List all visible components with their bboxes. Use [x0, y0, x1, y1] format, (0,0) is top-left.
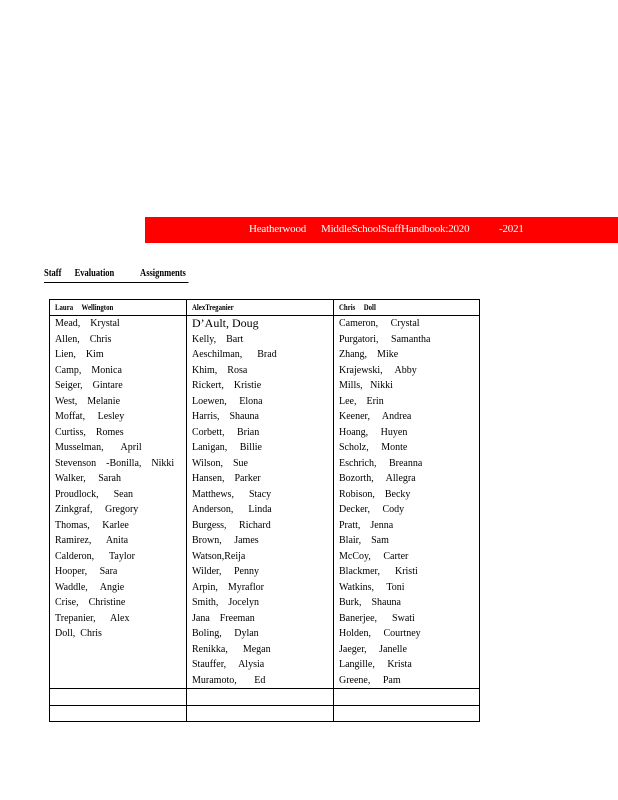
table-cell: Thomas, Karlee [50, 518, 187, 534]
table-cell: Walker, Sarah [50, 471, 187, 487]
table-cell: Mead, Krystal [50, 316, 187, 332]
table-cell: Hoang, Huyen [334, 425, 480, 441]
table-row [50, 689, 480, 706]
table-cell [50, 673, 187, 689]
table-cell: Jana Freeman [187, 611, 334, 627]
table-cell: Watson,Reija [187, 549, 334, 565]
banner-school: Heatherwood [249, 223, 307, 235]
table-row [50, 564, 480, 580]
table-cell: Krajewski, Abby [334, 363, 480, 379]
table-row [50, 440, 480, 456]
table-cell: Harris, Shauna [187, 409, 334, 425]
table-cell: Muramoto, Ed [187, 673, 334, 689]
table-cell: Wilder, Penny [187, 564, 334, 580]
table-cell: Boling, Dylan [187, 626, 334, 642]
section-title [44, 268, 189, 283]
column-header-doll: Chris Doll [334, 300, 480, 316]
table-cell: Eschrich, Breanna [334, 456, 480, 472]
table-cell: Hansen, Parker [187, 471, 334, 487]
section-title-part3: Assignments [140, 268, 186, 279]
section-title-part2: Evaluation [74, 268, 115, 279]
table-cell: Burgess, Richard [187, 518, 334, 534]
table-cell [334, 705, 480, 722]
table-cell: Stevenson -Bonilla, Nikki [50, 456, 187, 472]
table-cell: Doll, Chris [50, 626, 187, 642]
table-row [50, 533, 480, 549]
table-cell: Lien, Kim [50, 347, 187, 363]
handbook-banner [145, 217, 618, 243]
table-row [50, 316, 480, 332]
table-cell: Renikka, Megan [187, 642, 334, 658]
table-row [50, 456, 480, 472]
table-row [50, 580, 480, 596]
table-cell: Curtiss, Romes [50, 425, 187, 441]
table-row [50, 657, 480, 673]
assignments-table [49, 299, 480, 722]
table-cell [187, 705, 334, 722]
table-cell: Rickert, Kristie [187, 378, 334, 394]
table-row [50, 595, 480, 611]
table-cell: West, Melanie [50, 394, 187, 410]
table-cell: Ramirez, Anita [50, 533, 187, 549]
table-row [50, 487, 480, 503]
table-cell: Khim, Rosa [187, 363, 334, 379]
table-cell: Kelly, Bart [187, 332, 334, 348]
table-row [50, 705, 480, 722]
table-row [50, 518, 480, 534]
table-cell: Lee, Erin [334, 394, 480, 410]
table-row [50, 502, 480, 518]
table-cell: Pratt, Jenna [334, 518, 480, 534]
table-row [50, 611, 480, 627]
table-cell: Blackmer, Kristi [334, 564, 480, 580]
table-cell: Allen, Chris [50, 332, 187, 348]
table-cell: Aeschilman, Brad [187, 347, 334, 363]
table-cell: Greene, Pam [334, 673, 480, 689]
table-row [50, 642, 480, 658]
table-cell [50, 642, 187, 658]
table-row [50, 394, 480, 410]
table-cell: Corbett, Brian [187, 425, 334, 441]
table-row [50, 409, 480, 425]
table-cell: Waddle, Angie [50, 580, 187, 596]
table-cell: Trepanier, Alex [50, 611, 187, 627]
table-cell: Matthews, Stacy [187, 487, 334, 503]
table-cell: Robison, Becky [334, 487, 480, 503]
table-cell: Purgatori, Samantha [334, 332, 480, 348]
table-cell: Proudlock, Sean [50, 487, 187, 503]
table-cell: Cameron, Crystal [334, 316, 480, 332]
table-cell [50, 705, 187, 722]
table-cell: Camp, Monica [50, 363, 187, 379]
table-cell: Smith, Jocelyn [187, 595, 334, 611]
table-row [50, 363, 480, 379]
column-header-wellington: Laura Wellington [50, 300, 187, 316]
table-cell: Calderon, Taylor [50, 549, 187, 565]
table-cell [50, 657, 187, 673]
banner-handbook: MiddleSchoolStaffHandbook:2020 [321, 223, 470, 235]
table-cell: Langille, Krista [334, 657, 480, 673]
table-header-row [50, 300, 480, 316]
table-cell: McCoy, Carter [334, 549, 480, 565]
table-cell: Bozorth, Allegra [334, 471, 480, 487]
table-cell: Seiger, Gintare [50, 378, 187, 394]
table-cell: Watkins, Toni [334, 580, 480, 596]
table-cell: Keener, Andrea [334, 409, 480, 425]
table-cell: Zinkgraf, Gregory [50, 502, 187, 518]
table-row [50, 626, 480, 642]
table-cell: Wilson, Sue [187, 456, 334, 472]
table-row [50, 378, 480, 394]
table-row [50, 332, 480, 348]
table-cell [334, 689, 480, 706]
table-cell: Anderson, Linda [187, 502, 334, 518]
table-cell: Brown, James [187, 533, 334, 549]
table-cell [187, 689, 334, 706]
section-title-part1: Staff [44, 268, 62, 279]
table-cell: Lanigan, Billie [187, 440, 334, 456]
table-cell: Stauffer, Alysia [187, 657, 334, 673]
table-cell: Mills, Nikki [334, 378, 480, 394]
table-row [50, 347, 480, 363]
table-cell: Hooper, Sara [50, 564, 187, 580]
table-cell: Blair, Sam [334, 533, 480, 549]
table-cell: Arpin, Myraflor [187, 580, 334, 596]
table-cell: Holden, Courtney [334, 626, 480, 642]
table-cell: Moffat, Lesley [50, 409, 187, 425]
table-cell: Zhang, Mike [334, 347, 480, 363]
table-cell: D’Ault, Doug [187, 316, 334, 332]
table-cell: Banerjee, Swati [334, 611, 480, 627]
table-cell: Loewen, Elona [187, 394, 334, 410]
table-cell [50, 689, 187, 706]
table-row [50, 425, 480, 441]
table-cell: Scholz, Monte [334, 440, 480, 456]
table-row [50, 471, 480, 487]
column-header-treganier: AlexTreganier [187, 300, 334, 316]
banner-year-end: -2021 [499, 223, 524, 235]
table-cell: Jaeger, Janelle [334, 642, 480, 658]
table-cell: Crise, Christine [50, 595, 187, 611]
table-row [50, 549, 480, 565]
table-cell: Burk, Shauna [334, 595, 480, 611]
table-row [50, 673, 480, 689]
table-cell: Decker, Cody [334, 502, 480, 518]
table-cell: Musselman, April [50, 440, 187, 456]
